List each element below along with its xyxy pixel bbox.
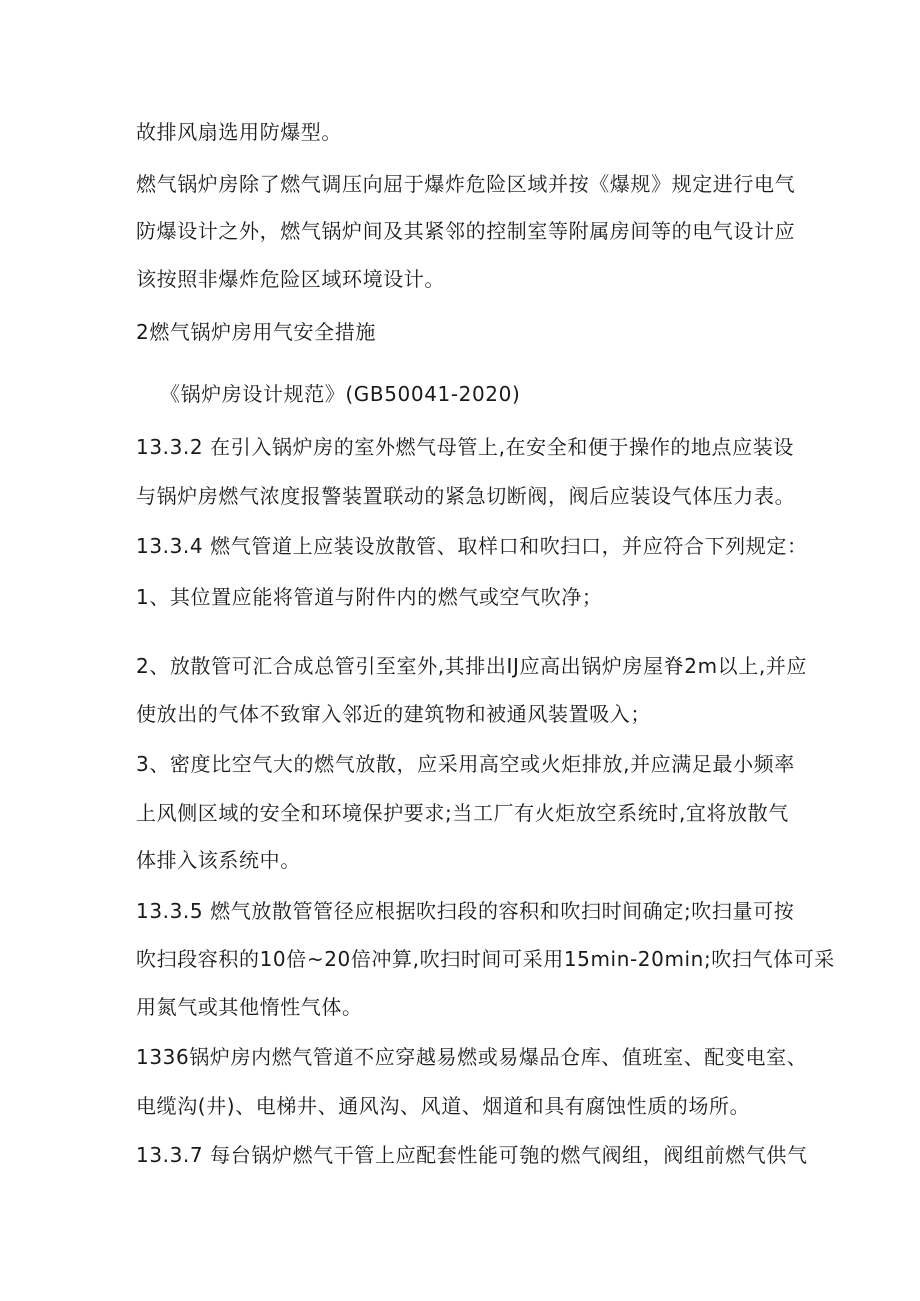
text-line: 13.3.5 燃气放散管管径应根据吹扫段的容积和吹扫时间确定;吹扫量可按 — [136, 899, 795, 923]
text-line: 故排风扇选用防爆型。 — [136, 120, 342, 144]
text-line: 13.3.7 每台锅炉燃气干管上应配套性能可匏的燃气阀组，阀组前燃气供气 — [136, 1143, 808, 1167]
text-line: 1、其位置应能将管道与附件内的燃气或空气吹净； — [136, 585, 603, 609]
text-line: 上风侧区域的安全和环境保护要求;当工厂有火炬放空系统时,宜将放散气 — [136, 801, 789, 825]
section-heading: 2燃气锅炉房用气安全措施 — [136, 320, 376, 344]
text-line: 与锅炉房燃气浓度报警装置联动的紧急切断阀，阀后应装设气体压力表。 — [136, 484, 796, 508]
text-line: 电缆沟(井)、电梯井、通风沟、风道、烟道和具有腐蚀性质的场所。 — [136, 1094, 751, 1118]
text-line: 2、放散管可汇合成总管引至室外,其排出IJ应高出锅炉房屋脊2m以上,并应 — [136, 654, 808, 678]
text-line: 3、密度比空气大的燃气放散，应采用高空或火炬排放,并应满足最小频率 — [136, 752, 795, 776]
text-line: 吹扫段容积的10倍~20倍冲算,吹扫时间可采用15min-20min;吹扫气体可采 — [136, 947, 835, 971]
text-line: 燃气锅炉房除了燃气调压向屈于爆炸危险区域并按《爆规》规定进行电气 — [136, 172, 796, 196]
text-line: 该按照非爆炸危险区域环境设计。 — [136, 267, 445, 291]
text-line: 防爆设计之外，燃气锅炉间及其紧邻的控制室等附属房间等的电气设计应 — [136, 219, 796, 243]
text-line: 体排入该系统中。 — [136, 848, 301, 872]
text-line: 13.3.4 燃气管道上应装设放散管、取样口和吹扫口，并应符合下列规定： — [136, 534, 808, 558]
text-line: 1336锅炉房内燃气管道不应穿越易燃或易爆品仓库、值班室、配变电室、 — [136, 1045, 808, 1069]
text-line: 使放出的气体不致窜入邻近的建筑物和被通风装置吸入； — [136, 702, 651, 726]
text-line: 用氮气或其他惰性气体。 — [136, 995, 363, 1019]
text-line: 13.3.2 在引入锅炉房的室外燃气母管上,在安全和便于操作的地点应装设 — [136, 435, 794, 459]
standard-title: 《锅炉房设计规范》(GB50041-2020) — [160, 382, 521, 406]
